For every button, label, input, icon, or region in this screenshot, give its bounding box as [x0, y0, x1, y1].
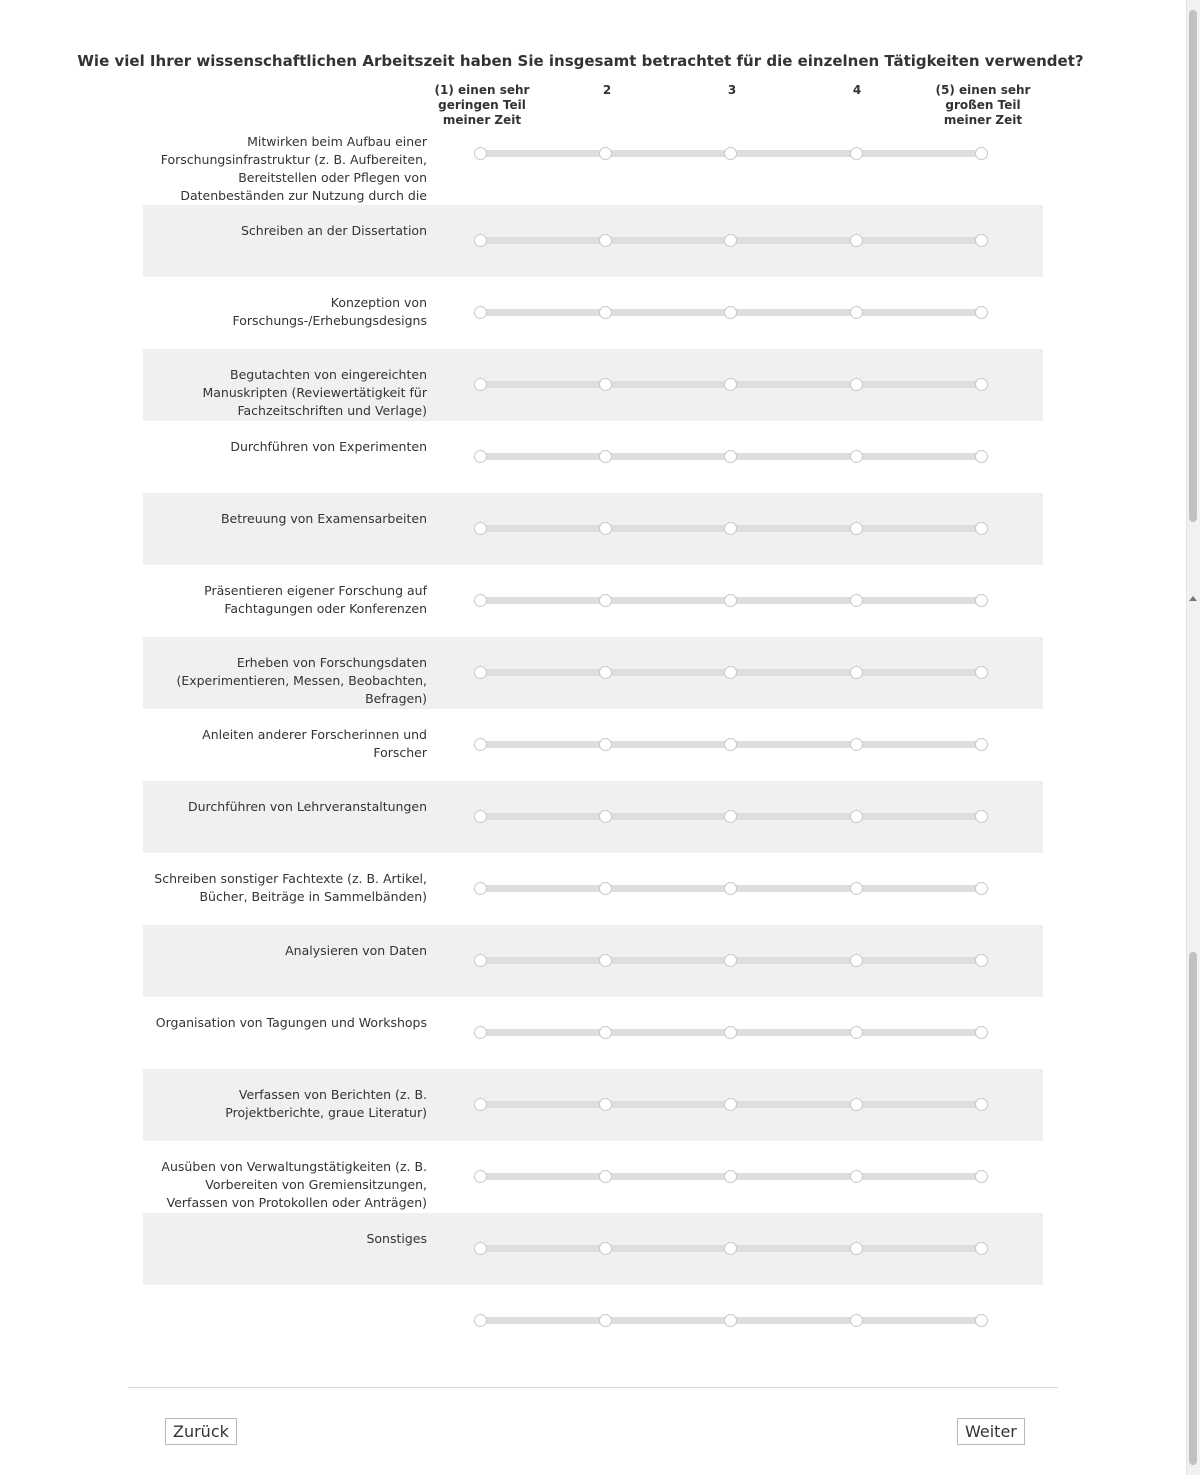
rating-option-2[interactable] — [599, 738, 612, 751]
rating-option-5[interactable] — [975, 594, 988, 607]
rating-option-3[interactable] — [724, 954, 737, 967]
rating-option-4[interactable] — [850, 450, 863, 463]
rating-option-4[interactable] — [850, 306, 863, 319]
rating-option-5[interactable] — [975, 1026, 988, 1039]
rating-option-4[interactable] — [850, 1242, 863, 1255]
scale-header-3: 3 — [727, 83, 737, 97]
row-label: Schreiben an der Dissertation — [240, 223, 427, 238]
matrix-row — [143, 493, 1043, 565]
matrix-row — [143, 349, 1043, 421]
rating-option-5[interactable] — [975, 1242, 988, 1255]
rating-option-4[interactable] — [850, 234, 863, 247]
rating-option-3[interactable] — [724, 522, 737, 535]
rating-option-3[interactable] — [724, 378, 737, 391]
rating-option-3[interactable] — [724, 882, 737, 895]
row-label: Durchführen von Experimenten — [230, 439, 427, 454]
rating-option-4[interactable] — [850, 378, 863, 391]
rating-option-1[interactable] — [474, 1170, 487, 1183]
rating-option-2[interactable] — [599, 1098, 612, 1111]
rating-option-5[interactable] — [975, 1098, 988, 1111]
vertical-scrollbar[interactable] — [1186, 0, 1200, 1475]
rating-option-4[interactable] — [850, 954, 863, 967]
row-label: Präsentieren eigener Forschung auf Fachtagungen oder Konferenzen — [204, 583, 427, 616]
row-label: Betreuung von Examensarbeiten — [220, 511, 427, 526]
scale-header-5: (5) einen sehr großen Teil meiner Zeit — [935, 83, 1031, 127]
rating-option-1[interactable] — [474, 954, 487, 967]
row-label: Schreiben sonstiger Fachtexte (z. B. Artikel, Bücher, Beiträge in Sammelbänden) — [154, 871, 427, 904]
rating-option-5[interactable] — [975, 954, 988, 967]
rating-option-3[interactable] — [724, 810, 737, 823]
rating-option-1[interactable] — [474, 666, 487, 679]
rating-option-1[interactable] — [474, 810, 487, 823]
matrix-row — [143, 205, 1043, 277]
matrix-row — [143, 997, 1043, 1069]
rating-option-4[interactable] — [850, 594, 863, 607]
rating-option-4[interactable] — [850, 666, 863, 679]
rating-option-5[interactable] — [975, 738, 988, 751]
rating-option-1[interactable] — [474, 594, 487, 607]
rating-option-5[interactable] — [975, 234, 988, 247]
row-label: Anleiten anderer Forscherinnen und Forscher — [202, 727, 427, 760]
rating-option-2[interactable] — [599, 1026, 612, 1039]
matrix-row — [143, 925, 1043, 997]
rating-option-2[interactable] — [599, 147, 612, 160]
rating-option-1[interactable] — [474, 234, 487, 247]
rating-option-2[interactable] — [599, 1170, 612, 1183]
rating-option-1[interactable] — [474, 882, 487, 895]
scrollbar-thumb-lower[interactable] — [1189, 952, 1197, 1465]
rating-option-3[interactable] — [724, 1242, 737, 1255]
rating-option-1[interactable] — [474, 378, 487, 391]
matrix-row — [143, 133, 1043, 205]
rating-option-3[interactable] — [724, 450, 737, 463]
rating-option-5[interactable] — [975, 1314, 988, 1327]
rating-option-1[interactable] — [474, 1242, 487, 1255]
rating-option-2[interactable] — [599, 522, 612, 535]
matrix-row — [143, 781, 1043, 853]
matrix-row — [143, 1285, 1043, 1357]
rating-option-3[interactable] — [724, 1026, 737, 1039]
rating-option-3[interactable] — [724, 1170, 737, 1183]
rating-option-4[interactable] — [850, 522, 863, 535]
row-label: Konzeption von Forschungs-/Erhebungsdesigns — [232, 295, 427, 328]
row-label: Begutachten von eingereichten Manuskripten (Reviewertätigkeit für Fachzeitschriften und Verlage) — [202, 367, 427, 418]
rating-option-5[interactable] — [975, 450, 988, 463]
rating-option-2[interactable] — [599, 234, 612, 247]
row-label: Erheben von Forschungsdaten (Experimentieren, Messen, Beobachten, Befragen) — [176, 655, 427, 706]
scale-header-1: (1) einen sehr geringen Teil meiner Zeit — [434, 83, 530, 127]
rating-option-1[interactable] — [474, 1026, 487, 1039]
matrix-row — [143, 637, 1043, 709]
rating-option-5[interactable] — [975, 882, 988, 895]
rating-option-1[interactable] — [474, 522, 487, 535]
rating-option-3[interactable] — [724, 147, 737, 160]
rating-option-5[interactable] — [975, 522, 988, 535]
rating-option-1[interactable] — [474, 1314, 487, 1327]
matrix-row — [143, 421, 1043, 493]
rating-option-1[interactable] — [474, 1098, 487, 1111]
rating-option-3[interactable] — [724, 306, 737, 319]
rating-option-4[interactable] — [850, 810, 863, 823]
matrix-row — [143, 853, 1043, 925]
matrix-row — [143, 277, 1043, 349]
matrix-row — [143, 565, 1043, 637]
rating-option-3[interactable] — [724, 738, 737, 751]
rating-option-1[interactable] — [474, 738, 487, 751]
rating-option-3[interactable] — [724, 234, 737, 247]
scroll-up-arrow-icon[interactable] — [1189, 596, 1197, 601]
rating-option-1[interactable] — [474, 147, 487, 160]
row-label: Analysieren von Daten — [285, 943, 427, 958]
rating-option-4[interactable] — [850, 147, 863, 160]
rating-option-5[interactable] — [975, 378, 988, 391]
rating-option-3[interactable] — [724, 666, 737, 679]
rating-option-4[interactable] — [850, 1170, 863, 1183]
rating-option-2[interactable] — [599, 666, 612, 679]
row-label: Organisation von Tagungen und Workshops — [155, 1015, 427, 1030]
rating-option-2[interactable] — [599, 306, 612, 319]
rating-option-5[interactable] — [975, 147, 988, 160]
rating-option-2[interactable] — [599, 810, 612, 823]
rating-option-4[interactable] — [850, 1314, 863, 1327]
rating-option-2[interactable] — [599, 882, 612, 895]
rating-option-4[interactable] — [850, 1098, 863, 1111]
rating-option-2[interactable] — [599, 1242, 612, 1255]
matrix-row — [143, 709, 1043, 781]
matrix-row — [143, 1213, 1043, 1285]
rating-option-4[interactable] — [850, 882, 863, 895]
row-label: Verfassen von Berichten (z. B. Projektberichte, graue Literatur) — [225, 1087, 427, 1120]
rating-option-3[interactable] — [724, 1314, 737, 1327]
row-label: Ausüben von Verwaltungstätigkeiten (z. B. Vorbereiten von Gremiensitzungen, Verfassen von Protokollen oder Anträgen) — [161, 1159, 427, 1210]
back-button[interactable]: Zurück — [165, 1418, 237, 1445]
row-label: Sonstiges — [366, 1231, 427, 1246]
rating-option-2[interactable] — [599, 1314, 612, 1327]
next-button[interactable]: Weiter — [957, 1418, 1025, 1445]
rating-option-2[interactable] — [599, 594, 612, 607]
rating-option-4[interactable] — [850, 1026, 863, 1039]
rating-option-2[interactable] — [599, 378, 612, 391]
rating-option-1[interactable] — [474, 450, 487, 463]
matrix-row — [143, 1069, 1043, 1141]
scrollbar-thumb-upper[interactable] — [1189, 10, 1197, 522]
rating-option-3[interactable] — [724, 594, 737, 607]
rating-option-1[interactable] — [474, 306, 487, 319]
rating-option-2[interactable] — [599, 954, 612, 967]
rating-option-2[interactable] — [599, 450, 612, 463]
row-label: Mitwirken beim Aufbau einer Forschungsinfrastruktur (z. B. Aufbereiten, Bereitstellen oder Pflegen von Datenbeständen zur Nutzung durch die — [160, 134, 427, 203]
rating-option-5[interactable] — [975, 810, 988, 823]
scale-header-4: 4 — [852, 83, 862, 97]
matrix-row — [143, 1141, 1043, 1213]
rating-option-3[interactable] — [724, 1098, 737, 1111]
question-title: Wie viel Ihrer wissenschaftlichen Arbeitszeit haben Sie insgesamt betrachtet für die einzelnen Tätigkeiten verwendet? — [77, 52, 1084, 70]
footer-divider — [128, 1387, 1058, 1388]
rating-option-5[interactable] — [975, 1170, 988, 1183]
rating-option-5[interactable] — [975, 306, 988, 319]
rating-option-4[interactable] — [850, 738, 863, 751]
row-label: Durchführen von Lehrveranstaltungen — [188, 799, 427, 814]
scale-header-2: 2 — [602, 83, 612, 97]
rating-option-5[interactable] — [975, 666, 988, 679]
